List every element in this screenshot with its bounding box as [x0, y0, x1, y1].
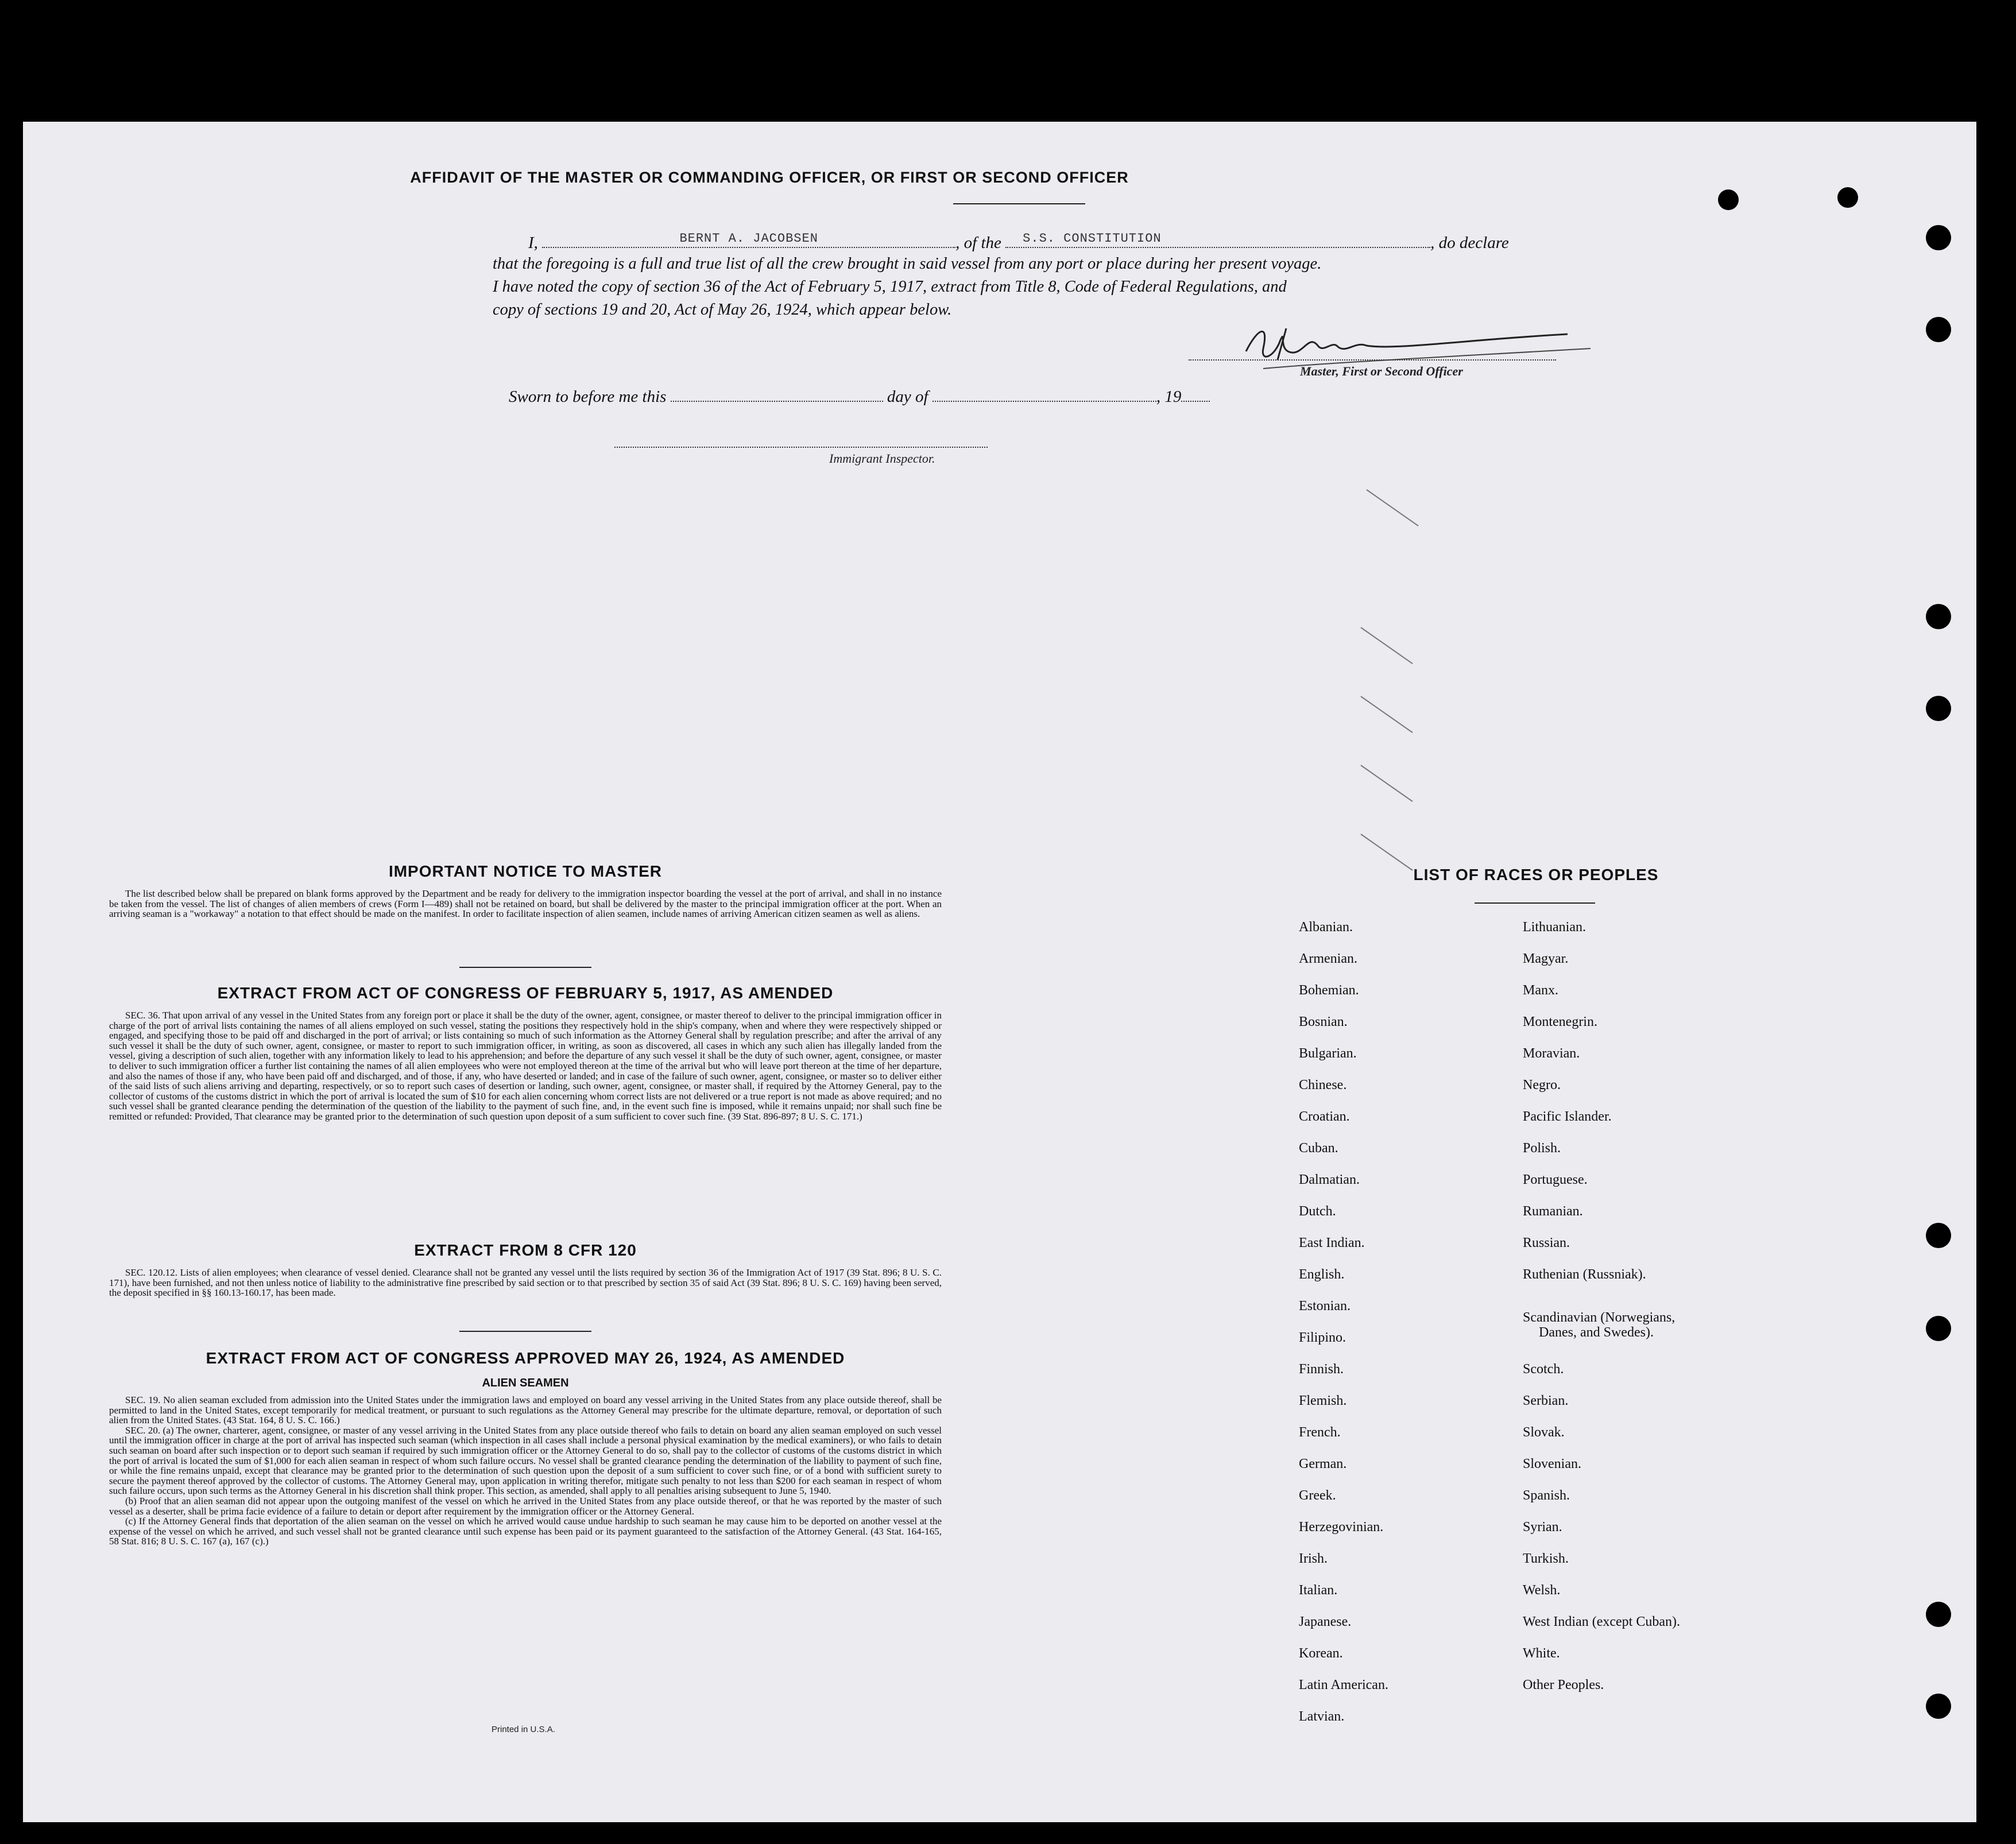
extract-1917-body [109, 1010, 942, 1122]
punch-hole [1718, 189, 1739, 210]
extract-cfr-title: EXTRACT FROM 8 CFR 120 [414, 1241, 637, 1259]
form-sheet [23, 122, 1976, 1822]
race-item: Latvian. [1299, 1709, 1345, 1724]
signature-line [1189, 359, 1556, 361]
race-item: Bosnian. [1299, 1014, 1348, 1029]
scan-mark [1360, 696, 1413, 733]
race-item: Albanian. [1299, 920, 1353, 935]
sec-20a-paragraph: SEC. 20. (a) The owner, charterer, agent, consignee, or master of any vessel arriving in the United States from any place outside thereof who fails to detain on board any alien seaman employed on such vessel until the immigration officer in charge at the port of arrival has inspected such seaman (which inspection in all cases shall include a personal physical examination by the medical examiners), or who fails to detain such seaman on board after such inspection or to deport such seaman if required by such immigration officer or the Attorney General to do so, shall pay to the collector of customs of the customs district in which the port of arrival is located the sum of $1,000 for each alien seaman in respect of whom such failure occurs. No vessel shall be granted clearance pending the determination of the liability to payment of such fine, or while the fine remains unpaid, except that clearance may be granted prior to the determination of such question upon the deposit of a sum sufficient to cover such fine, or of a bond with sufficient surety to secure the payment thereof approved by the collector of customs. The Attorney General may, upon application in writing therefor, mitigate such penalty to not less than $200 for each seaman in respect of whom such failure occurs, upon such terms as the Attorney General in his discretion shall think proper. This section, as amended, shall apply to all penalties arising subsequent to June 5, 1940. [109, 1424, 942, 1497]
sec-19-paragraph: SEC. 19. No alien seaman excluded from admission into the United States under the immigration laws and employed on board any vessel arriving in the United States from any place outside thereof, shall be permitted to land in the United States, except temporarily for medical treatment, or pursuant to such regulations as the Attorney General may prescribe for the ultimate departure, removal, or deportation of such alien from the United States. (43 Stat. 164, 8 U. S. C. 166.) [109, 1394, 942, 1426]
notice-title: IMPORTANT NOTICE TO MASTER [388, 862, 663, 880]
punch-hole [1926, 225, 1951, 250]
sec-20b-paragraph: (b) Proof that an alien seaman did not appear upon the outgoing manifest of the vessel on which he arrived in the United States from any place outside thereof, or that he was reported by the master of such vessel as a deserter, shall be prima facie evidence of a failure to detain or deport after requirement by the immigration officer or the Attorney General. [109, 1495, 942, 1517]
race-item: French. [1299, 1425, 1341, 1440]
race-item: Flemish. [1299, 1393, 1347, 1408]
race-item: English. [1299, 1267, 1345, 1282]
extract-1924-subtitle: ALIEN SEAMEN [482, 1377, 569, 1389]
race-item: East Indian. [1299, 1235, 1365, 1250]
sworn-line [509, 386, 1210, 406]
race-item: Cuban. [1299, 1141, 1338, 1156]
vessel-name-value: S.S. CONSTITUTION [1023, 231, 1162, 246]
race-item: Pacific Islander. [1523, 1109, 1612, 1124]
notice-rule [459, 967, 591, 968]
race-item: Rumanian. [1523, 1204, 1583, 1219]
race-item: Lithuanian. [1523, 920, 1586, 935]
affidavit-line-4: copy of sections 19 and 20, Act of May 26, 1924, which appear below. [493, 301, 952, 319]
race-item: Slovenian. [1523, 1456, 1581, 1471]
punch-hole [1837, 187, 1858, 208]
sworn-year-field[interactable] [1181, 386, 1210, 402]
race-item: Bohemian. [1299, 983, 1359, 998]
race-item: German. [1299, 1456, 1347, 1471]
scan-mark [1366, 489, 1418, 526]
race-item: Estonian. [1299, 1299, 1351, 1314]
of-the-label: , of the [955, 234, 1001, 252]
notice-body [109, 889, 942, 919]
race-item: Irish. [1299, 1551, 1328, 1566]
scan-mark [1360, 627, 1413, 664]
race-item: Turkish. [1523, 1551, 1569, 1566]
i-label: I, [528, 234, 538, 252]
race-item: Danes, and Swedes). [1539, 1325, 1654, 1340]
race-item: Latin American. [1299, 1678, 1388, 1692]
race-item: Ruthenian (Russniak). [1523, 1267, 1646, 1282]
race-item: Finnish. [1299, 1362, 1344, 1377]
printed-in-usa: Printed in U.S.A. [492, 1725, 555, 1734]
extract-cfr-paragraph: SEC. 120.12. Lists of alien employees; when clearance of vessel denied. Clearance shall not be granted any vessel until the lists required by section 36 of the Immigration Act of 1917 (39 Stat. 896; 8 U. S. C. 171), have been furnished, and not then unless notice of liability to the administrative fine prescribed by said section or to that prescribed by section 35 of said Act (39 Stat. 896; 8 U. S. C. 169) having been served, the deposit specified in §§ 160.13-160.17, has been made. [109, 1267, 942, 1299]
race-item: Russian. [1523, 1235, 1570, 1250]
declare-label: , do declare [1430, 234, 1509, 252]
race-item: Filipino. [1299, 1330, 1346, 1345]
signature-caption: Master, First or Second Officer [1300, 364, 1463, 378]
races-rule [1475, 902, 1595, 904]
race-item: Japanese. [1299, 1614, 1352, 1629]
punch-hole [1926, 1694, 1951, 1719]
race-item: Montenegrin. [1523, 1014, 1597, 1029]
race-item: Portuguese. [1523, 1172, 1588, 1187]
race-item: Croatian. [1299, 1109, 1350, 1124]
affidavit-line-3: I have noted the copy of section 36 of the Act of February 5, 1917, extract from Title 8, Code of Federal Regulations, and [493, 278, 1287, 296]
extract-cfr-body [109, 1268, 942, 1298]
race-item: Serbian. [1523, 1393, 1569, 1408]
extract-1924-title: EXTRACT FROM ACT OF CONGRESS APPROVED MAY 26, 1924, AS AMENDED [206, 1349, 845, 1367]
race-item: Scotch. [1523, 1362, 1564, 1377]
race-item: Italian. [1299, 1583, 1338, 1598]
punch-hole [1926, 1223, 1951, 1248]
race-item: Slovak. [1523, 1425, 1565, 1440]
sworn-month-field[interactable] [932, 386, 1156, 402]
race-item: Welsh. [1523, 1583, 1561, 1598]
race-item: Moravian. [1523, 1046, 1580, 1061]
race-item: Armenian. [1299, 951, 1357, 966]
race-item: Magyar. [1523, 951, 1569, 966]
race-item: Syrian. [1523, 1520, 1562, 1535]
race-item: Polish. [1523, 1141, 1561, 1156]
cfr-rule [459, 1331, 591, 1332]
race-item: White. [1523, 1646, 1560, 1661]
sworn-label: Sworn to before me this [509, 388, 667, 406]
punch-hole [1926, 1602, 1951, 1627]
punch-hole [1926, 604, 1951, 629]
sec-20c-paragraph: (c) If the Attorney General finds that deportation of the alien seaman on the vessel on which he arrived would cause undue hardship to such seaman he may cause him to be deported on another vessel at the expense of the vessel on which he arrived, and such vessel shall not be granted clearance until such expense has been paid or its payment guaranteed to the satisfaction of the Attorney General. (43 Stat. 164-165, 58 Stat. 816; 8 U. S. C. 167 (a), 167 (c).) [109, 1516, 942, 1547]
races-title: LIST OF RACES OR PEOPLES [1413, 866, 1659, 884]
inspector-line [614, 447, 988, 448]
day-of-label: day of [887, 388, 928, 406]
race-item: Dalmatian. [1299, 1172, 1360, 1187]
race-item: Other Peoples. [1523, 1678, 1604, 1692]
race-item: Greek. [1299, 1488, 1336, 1503]
race-item: Chinese. [1299, 1078, 1347, 1093]
scan-mark [1360, 765, 1413, 802]
race-item: Korean. [1299, 1646, 1343, 1661]
race-item: Dutch. [1299, 1204, 1336, 1219]
punch-hole [1926, 1316, 1951, 1341]
vessel-name-field[interactable] [1005, 231, 1430, 248]
affidavit-line-2: that the foregoing is a full and true list of all the crew brought in said vessel from any port or place during her present voyage. [493, 255, 1322, 273]
year-label: , 19 [1156, 388, 1182, 406]
master-name-value: BERNT A. JACOBSEN [679, 231, 818, 246]
race-item: Negro. [1523, 1078, 1561, 1093]
affidavit-title: AFFIDAVIT OF THE MASTER OR COMMANDING OFFICER, OR FIRST OR SECOND OFFICER [410, 169, 1129, 186]
race-item: Herzegovinian. [1299, 1520, 1384, 1535]
race-item: Manx. [1523, 983, 1558, 998]
race-item: Spanish. [1523, 1488, 1570, 1503]
race-item: West Indian (except Cuban). [1523, 1614, 1680, 1629]
race-item: Scandinavian (Norwegians, [1523, 1310, 1676, 1325]
sworn-day-field[interactable] [671, 386, 883, 402]
extract-1917-paragraph: SEC. 36. That upon arrival of any vessel in the United States from any foreign port or place it shall be the duty of the owner, agent, consignee, or master thereof to deliver to the principal immigration officer in charge of the port of arrival lists containing the names of all aliens employed on such vessel, stating the positions they respectively hold in the ship's company, when and where they were respectively shipped or engaged, and specifying those to be paid off and discharged in the port of arrival; or lists containing so much of such information as the Attorney General shall by regulation prescribe; and after the arrival of any such vessel it shall be the duty of such owner, agent, consignee, or master to report to such immigration officer, in writing, as soon as discovered, all cases in which any such alien has illegally landed from the vessel, giving a description of such alien, together with any information likely to lead to his apprehension; and before the departure of any such vessel it shall be the duty of such owner, agent, consignee, or master to deliver to such immigration officer a further list containing the names of all alien employees who were not employed thereon at the time of the arrival but who will leave port thereon at the time of her departure, and also the names of those if any, who have been paid off and discharged, and of those, if any, who have deserted or landed; and in case of the failure of such owner, agent, consignee, or master so to deliver either of the said lists of such aliens arriving and departing, respectively, or so to report such cases of desertion or landing, such owner, agent, consignee, or master shall, if required by the Attorney General, pay to the collector of customs of the customs district in which the port of arrival is located the sum of $10 for each alien concerning whom correct lists are not delivered or a true report is not made as above required; and no such vessel shall be granted clearance pending the determination of the question of the liability to the payment of such fine, and, in the event such fine is imposed, while it remains unpaid; nor shall such fine be remitted or refunded: Provided, That clearance may be granted prior to the determination of such question upon deposit of a sum sufficient to cover such fine. (39 Stat. 896-897; 8 U. S. C. 171.) [109, 1010, 942, 1122]
affidavit-line-1 [528, 231, 1509, 253]
race-item: Bulgarian. [1299, 1046, 1357, 1061]
title-rule [953, 203, 1085, 204]
notice-paragraph: The list described below shall be prepared on blank forms approved by the Department and be ready for delivery to the immigration inspector boarding the vessel at the port of arrival, and shall in no instance be taken from the vessel. The list of changes of alien members of crews (Form I—489) shall not be retained on board, but shall be delivered by the master to the principal immigration officer at the port. When an arriving seaman is a "workaway" a notation to that effect should be made on the manifest. In order to facilitate inspection of alien seamen, include names of arriving American citizen seamen as well as aliens. [109, 888, 942, 920]
punch-hole [1926, 696, 1951, 721]
extract-1924-body [109, 1395, 942, 1547]
master-name-field[interactable] [542, 231, 955, 248]
inspector-caption: Immigrant Inspector. [829, 451, 935, 466]
extract-1917-title: EXTRACT FROM ACT OF CONGRESS OF FEBRUARY 5, 1917, AS AMENDED [217, 984, 834, 1002]
punch-hole [1926, 317, 1951, 342]
